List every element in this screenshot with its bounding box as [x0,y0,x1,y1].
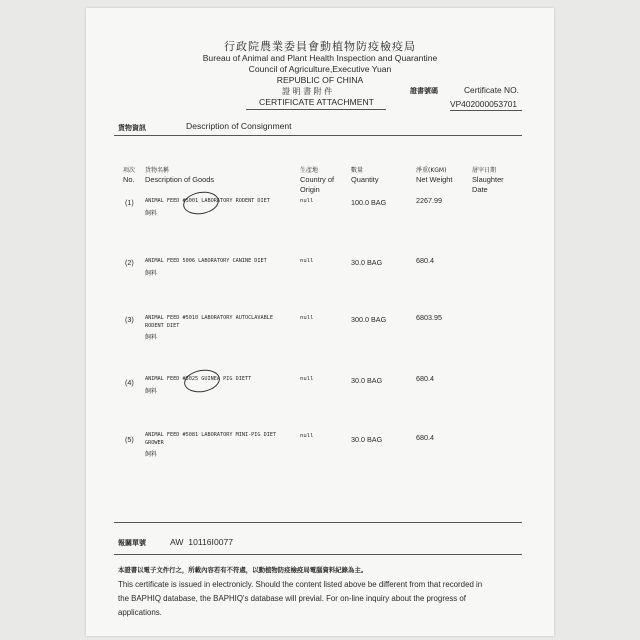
row-4-weight: 680.4 [416,374,434,383]
row-2-no: (2) [125,258,134,267]
row-5-no: (5) [125,435,134,444]
row-3-qty: 300.0 BAG [351,315,387,324]
certificate-page [86,8,554,636]
row-1-qty: 100.0 BAG [351,198,387,207]
consignment-label-zh: 貨物資訊 [118,124,146,132]
declaration-no: AW 10116I0077 [170,537,234,547]
row-3-desc-zh: 飼料 [145,334,158,341]
row-4-qty: 30.0 BAG [351,376,383,385]
notice-en-line-1: This certificate is issued in electronicly. Should the content listed above be different from that recorded in [118,580,483,589]
row-4-desc-zh: 飼料 [145,388,158,395]
row-3-no: (3) [125,315,134,324]
col-slaughter-en: Slaughter Date [472,175,504,194]
col-desc-en: Description of Goods [145,175,215,184]
title-zh: 證 明 書 附 件 [282,87,333,96]
row-5-qty: 30.0 BAG [351,435,383,444]
row-2-desc: ANIMAL FEED 5006 LABORATORY CANINE DIET [145,258,267,264]
col-weight-en: Net Weight [416,175,453,184]
country-name: REPUBLIC OF CHINA [276,75,364,85]
title-underline [246,109,386,110]
footer-rule-top [114,522,522,523]
notice-en-line-2: the BAPHIQ database, the BAPHIQ's database will previal. For on-line inquiry about the progress of [118,594,467,603]
cert-no-label-zh: 證書號碼 [410,87,438,95]
row-3-origin: null [300,315,314,321]
row-4-desc: ANIMAL FEED #5025 GUINEA PIG DIETT [145,376,252,382]
row-3-weight: 6803.95 [416,313,442,322]
row-4-no: (4) [125,378,134,387]
cert-no-label-en: Certificate NO. [464,85,519,95]
agency-name-en-2: Council of Agriculture,Executive Yuan [248,64,392,74]
row-1-no: (1) [125,198,134,207]
notice-zh: 本證書以電子文件行之，所載內容若有不符處，以動植物防疫檢疫局電腦資料紀錄為主。 [118,566,368,574]
col-desc-zh: 貨物名稱 [145,167,170,174]
notice-en-line-3: applications. [118,608,162,617]
row-2-desc-zh: 飼料 [145,270,158,277]
consignment-label-en: Description of Consignment [186,121,292,131]
col-qty-en: Quantity [351,175,379,184]
row-5-desc-zh: 飼料 [145,451,158,458]
col-no-zh: 項次 [123,167,136,174]
col-weight-zh: 淨重(KGM) [416,167,447,174]
row-1-weight: 2267.99 [416,196,442,205]
handwritten-circle-mark [182,367,221,395]
row-2-origin: null [300,258,314,264]
cert-no-underline [450,110,522,111]
row-1-desc: ANIMAL FEED #5001 LABORATORY RODENT DIET [145,198,270,204]
col-origin-zh: 生產地 [300,167,319,174]
title-en: CERTIFICATE ATTACHMENT [259,97,374,107]
row-5-weight: 680.4 [416,433,434,442]
col-slaughter-zh: 屠宰日期 [472,167,497,174]
row-2-qty: 30.0 BAG [351,258,383,267]
agency-name-en-1: Bureau of Animal and Plant Health Inspection and Quarantine [202,53,438,63]
row-5-desc-line-2: GROWER [145,440,164,446]
row-3-desc-line-2: RODENT DIET [145,323,180,329]
col-no-en: No. [123,175,135,184]
row-1-desc-zh: 飼料 [145,210,158,217]
footer-rule-bottom [114,554,522,555]
col-qty-zh: 數量 [351,167,364,174]
handwritten-circle-mark [181,189,220,217]
row-5-desc: ANIMAL FEED #5081 LABORATORY MINI-PIG DIET [145,432,277,438]
declaration-label-zh: 報關單號 [118,539,146,547]
row-2-weight: 680.4 [416,256,434,265]
agency-name-zh: 行政院農業委員會動植物防疫檢疫局 [224,40,416,53]
row-3-desc: ANIMAL FEED #5010 LABORATORY AUTOCLAVABLE [145,315,274,321]
consignment-rule [114,135,522,136]
row-1-origin: null [300,198,314,204]
row-5-origin: null [300,433,314,439]
cert-no-value: VP402000053701 [450,99,518,109]
col-origin-en: Country of Origin [300,175,335,194]
row-4-origin: null [300,376,314,382]
